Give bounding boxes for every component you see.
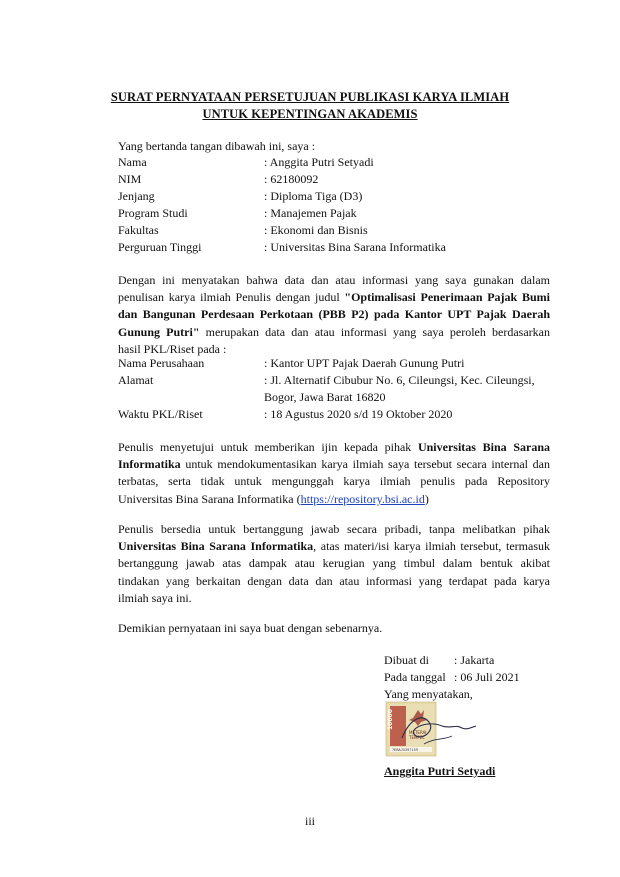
identity-label: Fakultas — [118, 223, 159, 237]
paragraph-text: Penulis menyetujui untuk memberikan ijin kepada pihak — [118, 440, 418, 454]
identity-value: : Manajemen Pajak — [264, 206, 357, 220]
identity-label: Nama — [118, 155, 147, 169]
company-row-address-cont — [118, 390, 550, 406]
paragraph-text: ) — [424, 491, 429, 506]
identity-row-nim — [118, 172, 550, 188]
university-name: Informatika — [118, 457, 181, 472]
company-row-address — [118, 373, 550, 389]
company-row-period — [118, 407, 550, 423]
svg-text:7EBAJX397159: 7EBAJX397159 — [392, 748, 418, 752]
identity-value: : Diploma Tiga (D3) — [264, 189, 363, 203]
company-row-name — [118, 356, 550, 372]
duty-stamp-with-signature — [384, 698, 480, 760]
document-title-line-1: SURAT PERNYATAAN PERSETUJUAN PUBLIKASI KARYA ILMIAH — [110, 90, 510, 104]
identity-row-faculty — [118, 223, 550, 239]
identity-value: : Universitas Bina Sarana Informatika — [264, 240, 446, 254]
company-label: Alamat — [118, 373, 154, 387]
paragraph-line: bertanggung jawab atas dampak atau kerugian yang timbul dalam bentuk akibat — [118, 556, 550, 571]
company-value: : 18 Agustus 2020 s/d 19 Oktober 2020 — [264, 407, 453, 421]
paragraph-line: terbatas, serta tidak untuk mengunggah karya ilmiah penulis pada Repository — [118, 474, 550, 489]
paragraph-line: Penulis bersedia untuk bertanggung jawab secara pribadi, tanpa melibatkan pihak — [118, 522, 550, 536]
paragraph-text: penulisan karya ilmiah Penulis dengan judul — [118, 290, 345, 305]
identity-row-program — [118, 206, 550, 222]
paragraph-line — [118, 439, 550, 456]
identity-row-level — [118, 189, 550, 205]
place-row — [384, 653, 554, 669]
repository-link[interactable]: https://repository.bsi.ac.id — [300, 491, 425, 506]
paragraph-text: , atas materi/isi karya ilmiah tersebut, termasuk — [313, 539, 550, 554]
intro-text: Yang bertanda tangan dibawah ini, saya : — [118, 139, 316, 153]
svg-text:METERAI: METERAI — [409, 730, 427, 735]
identity-label: Program Studi — [118, 206, 188, 220]
paragraph-text: untuk mendokumentasikan karya ilmiah saya tersebut secara internal dan — [180, 457, 550, 472]
svg-text:TEMPEL: TEMPEL — [409, 735, 425, 740]
identity-row-university — [118, 240, 550, 256]
company-label: Nama Perusahaan — [118, 356, 205, 370]
place-value: : Jakarta — [454, 653, 495, 667]
permission-paragraph — [118, 439, 550, 508]
identity-value: : 62180092 — [264, 172, 319, 186]
closing-statement: Demikian pernyataan ini saya buat dengan sebenarnya. — [118, 621, 383, 635]
date-label: Pada tanggal — [384, 670, 446, 684]
company-value: : Jl. Alternatif Cibubur No. 6, Cileungsi, Kec. Cileungsi, — [264, 373, 535, 387]
university-name: Universitas Bina Sarana Informatika — [118, 539, 314, 554]
signer-name: Anggita Putri Setyadi — [384, 764, 496, 778]
paragraph-line: ilmiah saya ini. — [118, 590, 192, 605]
identity-value: : Ekonomi dan Bisnis — [264, 223, 368, 237]
declarant-label: Yang menyatakan, — [384, 687, 473, 701]
company-value: : Kantor UPT Pajak Daerah Gunung Putri — [264, 356, 465, 370]
paragraph-text: Universitas Bina Sarana Informatika ( — [118, 491, 301, 506]
date-value: : 06 Juli 2021 — [454, 670, 520, 684]
identity-label: Jenjang — [118, 189, 155, 203]
thesis-title-part: dan Bangunan Perdesaan Perkotaan (PBB P2) pada Kantor UPT Pajak Daerah — [118, 307, 550, 322]
paragraph-text: merupakan data dan atau informasi yang saya peroleh berdasarkan — [199, 324, 550, 339]
identity-value: : Anggita Putri Setyadi — [264, 155, 374, 169]
paragraph-line — [118, 491, 550, 508]
paragraph-line: tindakan yang berkaitan dengan data dan atau informasi yang terdapat pada karya — [118, 573, 550, 588]
company-label: Waktu PKL/Riset — [118, 407, 203, 421]
paragraph-line — [118, 456, 550, 473]
responsibility-paragraph — [118, 521, 550, 607]
identity-row-name — [118, 155, 550, 171]
paragraph-line: hasil PKL/Riset pada : — [118, 341, 227, 356]
paragraph-line — [118, 289, 550, 306]
svg-text:10000: 10000 — [387, 709, 394, 730]
paragraph-line — [118, 324, 550, 341]
identity-label: Perguruan Tinggi — [118, 240, 202, 254]
thesis-title-part: "Optimalisasi Penerimaan Pajak Bumi — [344, 290, 550, 305]
university-name: Universitas Bina Sarana — [417, 440, 550, 454]
paragraph-line — [118, 538, 550, 555]
document-title-line-2: UNTUK KEPENTINGAN AKADEMIS — [202, 107, 418, 121]
date-row — [384, 670, 554, 686]
statement-paragraph — [118, 272, 550, 358]
page-number: iii — [304, 814, 315, 828]
paragraph-line: Dengan ini menyatakan bahwa data dan atau informasi yang saya gunakan dalam — [118, 273, 550, 287]
thesis-title-part: Gunung Putri" — [118, 324, 200, 339]
place-label: Dibuat di — [384, 653, 429, 667]
identity-label: NIM — [118, 172, 142, 186]
company-value: Bogor, Jawa Barat 16820 — [264, 390, 386, 404]
